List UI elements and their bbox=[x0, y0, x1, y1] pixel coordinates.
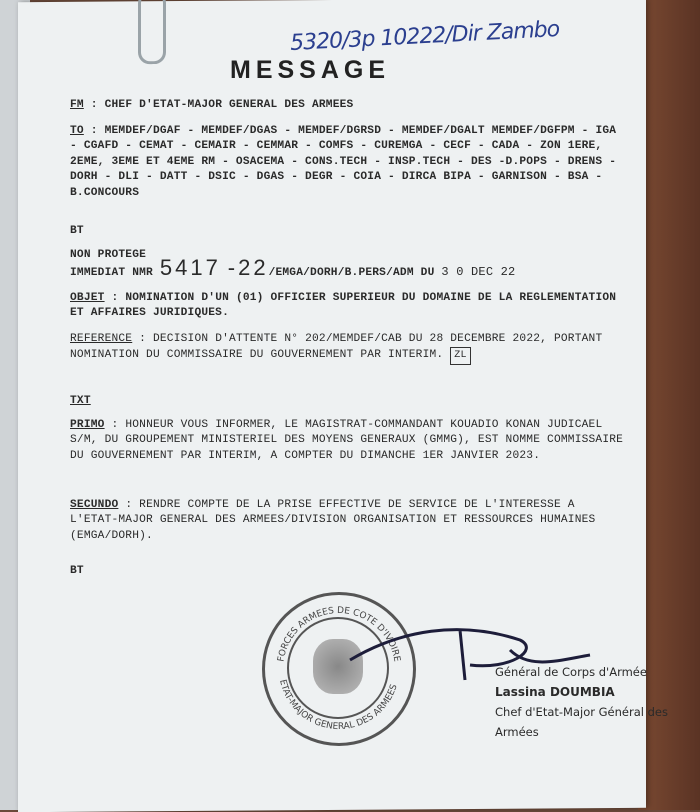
signatory-role: Chef d'Etat-Major Général des Armées bbox=[495, 705, 668, 739]
page-title: MESSAGE bbox=[230, 56, 391, 84]
stamp-bottom-text: ETAT-MAJOR GENERAL DES ARMEES bbox=[277, 678, 400, 733]
to-block: TO : MEMDEF/DGAF - MEMDEF/DGAS - MEMDEF/DGRSD - MEMDEF/DGALT MEMDEF/DGFPM - IGA - CGAFD - CEMAT - CEMAIR - CEMMAR - COMFS - CUREMGA - CECF - CADA - ZON 1ERE, 2EME, 3EME ET 4EME RM - OSACEMA - CONS.TECH - INSP.TECH - DES -D.POPS - DRENS - DORH - DLI - DATT - DSIC - DGAS - DEGR - COIA - DIRCA BIPA - GARNISON - BSA - B.CONCOURS bbox=[70, 125, 617, 199]
secundo-block: SECUNDO : RENDRE COMPTE DE LA PRISE EFFECTIVE DE SERVICE DE L'INTERESSE A L'ETAT-MAJOR GENERAL DES ARMEES/DIVISION ORGANISATION ET RESSOURCES HUMAINES (EMGA/DORH). bbox=[70, 499, 596, 542]
txt-label: TXT bbox=[70, 395, 91, 407]
stamp-top-text: FORCES ARMEES DE COTE D'IVOIRE bbox=[276, 605, 402, 663]
signatory-rank: Général de Corps d'Armée bbox=[495, 665, 647, 679]
reference-block: REFERENCE : DECISION D'ATTENTE N° 202/MEMDEF/CAB DU 28 DECEMBRE 2022, PORTANT NOMINATION DU COMMISSAIRE DU GOUVERNEMENT PAR INTERIM. ZL bbox=[70, 332, 625, 365]
handwritten-reference: 5320/3p 10222/Dir Zambo bbox=[289, 16, 560, 57]
immediat-line: IMMEDIAT NMR 5417 -22/EMGA/DORH/B.PERS/ADM DU 3 0 DEC 22 bbox=[70, 255, 516, 280]
paper-clip-icon bbox=[138, 0, 166, 64]
primo-block: PRIMO : HONNEUR VOUS INFORMER, LE MAGISTRAT-COMMANDANT KOUADIO KONAN JUDICAEL S/M, DU GROUPEMENT MINISTERIEL DES MOYENS GENERAUX (GMMG), EST NOMME COMMISSAIRE DU GOUVERNEMENT PAR INTERIM, A COMPTER DU DIMANCHE 1ER JANVIER 2023. bbox=[70, 419, 624, 462]
bt-bottom: BT bbox=[70, 565, 84, 577]
signature-block bbox=[495, 662, 700, 742]
signatory-name: Lassina DOUMBIA bbox=[495, 685, 615, 699]
fm-line: FM : CHEF D'ETAT-MAJOR GENERAL DES ARMEES bbox=[70, 99, 354, 111]
non-protege: NON PROTEGE bbox=[70, 249, 147, 261]
objet-block: OBJET : NOMINATION D'UN (01) OFFICIER SUPERIEUR DU DOMAINE DE LA REGLEMENTATION ET AFFAIRES JURIDIQUES. bbox=[70, 292, 617, 320]
bt-top: BT bbox=[70, 225, 84, 237]
